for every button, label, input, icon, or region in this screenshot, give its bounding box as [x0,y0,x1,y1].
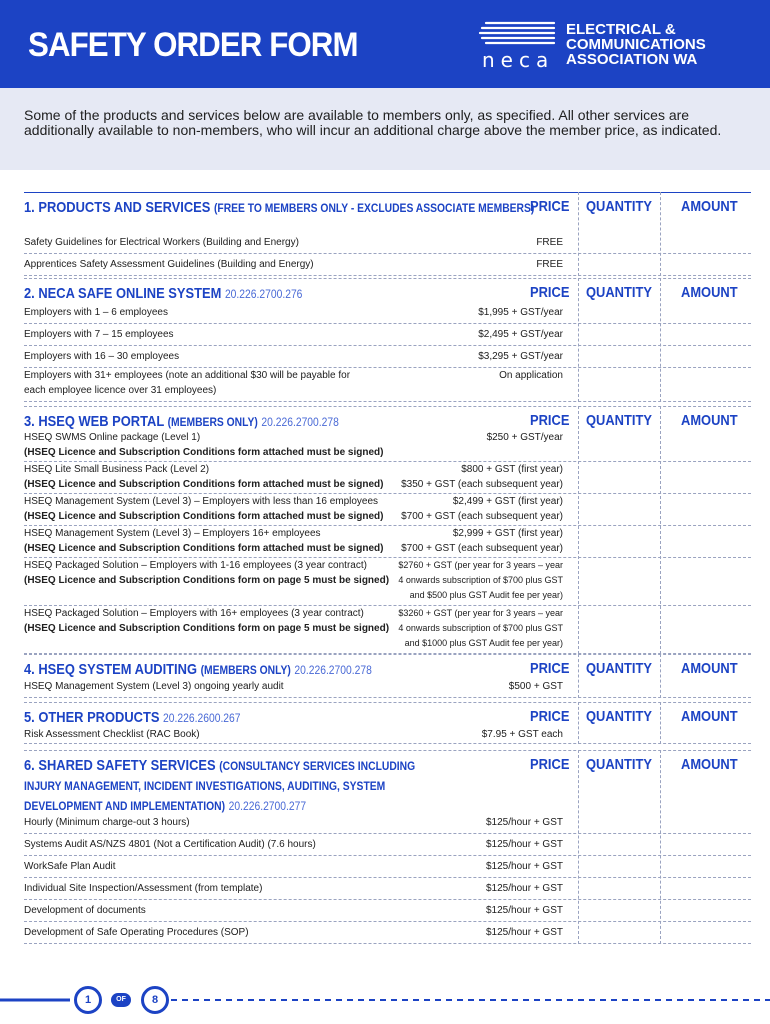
quantity-input-cell[interactable] [578,254,660,276]
section-title-main: 2. NECA SAFE ONLINE SYSTEM [24,285,222,302]
item-price-line: $7.95 + GST each [481,729,563,740]
item-description-line: HSEQ SWMS Online package (Level 1) [24,432,201,443]
quantity-header: QUANTITY [586,284,652,301]
quantity-input-cell[interactable] [578,368,660,402]
section-title-main: 3. HSEQ WEB PORTAL [24,413,165,430]
item-price [509,679,563,694]
amount-input-cell[interactable] [660,676,751,698]
page-header [0,0,770,88]
amount-input-cell[interactable] [660,324,751,346]
order-row [24,494,751,526]
quantity-input-cell[interactable] [578,430,660,462]
section-title-main: 4. HSEQ SYSTEM AUDITING [24,661,197,678]
item-price-line: $125/hour + GST [486,839,563,850]
amount-input-cell[interactable] [660,302,751,324]
quantity-header: QUANTITY [586,756,652,773]
section-title [24,412,339,432]
item-description-line: Risk Assessment Checklist (RAC Book) [24,729,200,740]
item-description [24,859,116,874]
item-price-line: FREE [536,237,563,248]
quantity-header: QUANTITY [586,660,652,677]
logo-wordmark: neca [482,48,555,72]
item-description [24,257,314,272]
section-title-sub: (MEMBERS ONLY) [167,415,258,429]
quantity-input-cell[interactable] [578,724,660,744]
item-price [536,235,563,250]
item-price [486,859,563,874]
section-title [24,198,534,218]
item-price [401,494,563,524]
item-price-line: 4 onwards subscription of $700 plus GST [398,575,563,585]
amount-input-cell[interactable] [660,922,751,944]
section-code: 20.226.2600.267 [163,711,241,725]
order-row [24,430,751,462]
order-row [24,254,751,276]
organisation-name: ELECTRICAL & COMMUNICATIONS ASSOCIATION WA [566,21,706,68]
price-header: PRICE [530,660,570,677]
amount-input-cell[interactable] [660,878,751,900]
item-price [398,558,563,603]
current-page-number: 1 [74,986,102,1014]
item-description [24,727,200,742]
order-row [24,724,751,744]
quantity-input-cell[interactable] [578,302,660,324]
price-header: PRICE [530,708,570,725]
order-row [24,856,751,878]
order-row [24,834,751,856]
section-title-sub: (MEMBERS ONLY) [200,663,291,677]
item-price-line: $350 + GST (each subsequent year) [401,479,563,490]
item-price-line: $125/hour + GST [486,927,563,938]
item-description [24,881,262,896]
quantity-input-cell[interactable] [578,900,660,922]
section-top-rule [24,654,751,655]
item-description [24,462,383,492]
item-description-line: each employee licence over 31 employees) [24,385,217,396]
amount-input-cell[interactable] [660,254,751,276]
quantity-input-cell[interactable] [578,346,660,368]
item-price-line: $2760 + GST (per year for 3 years – year [398,560,563,570]
amount-input-cell[interactable] [660,558,751,606]
order-row [24,346,751,368]
item-condition-note: (HSEQ Licence and Subscription Conditions form on page 5 must be signed) [24,623,390,634]
item-price-line: $125/hour + GST [486,905,563,916]
quantity-input-cell[interactable] [578,526,660,558]
quantity-input-cell[interactable] [578,856,660,878]
item-price-line: $3260 + GST (per year for 3 years – year [398,608,563,618]
item-price [398,606,563,651]
item-price-line: and $1000 plus GST Audit fee per year) [404,638,563,648]
section-title-main: 6. SHARED SAFETY SERVICES [24,757,216,774]
order-row [24,324,751,346]
price-header: PRICE [530,284,570,301]
amount-input-cell[interactable] [660,900,751,922]
order-row [24,232,751,254]
item-price-line: $125/hour + GST [486,817,563,828]
order-row [24,526,751,558]
item-description-line: HSEQ Management System (Level 3) – Employers 16+ employees [24,528,321,539]
item-description [24,368,350,398]
item-description-line: Apprentices Safety Assessment Guidelines (Building and Energy) [24,259,314,270]
order-row [24,368,751,402]
item-description [24,925,249,940]
item-price [486,903,563,918]
item-description [24,815,190,830]
quantity-input-cell[interactable] [578,494,660,526]
item-description-line: Hourly (Minimum charge-out 3 hours) [24,817,190,828]
order-row [24,676,751,698]
amount-input-cell[interactable] [660,346,751,368]
section-top-rule [24,406,751,407]
quantity-header: QUANTITY [586,198,652,215]
item-price [478,349,563,364]
section-title [24,756,415,816]
page-title: SAFETY ORDER FORM [28,26,358,64]
amount-header: AMOUNT [681,708,738,725]
item-description-line: Employers with 31+ employees (note an additional $30 will be payable for [24,370,351,381]
section-title-line2: INJURY MANAGEMENT, INCIDENT INVESTIGATIONS, AUDITING, SYSTEM [24,779,386,793]
price-header: PRICE [530,198,570,215]
quantity-input-cell[interactable] [578,812,660,834]
item-price-line: $500 + GST [508,681,563,692]
item-description-line: HSEQ Management System (Level 3) – Employers with less than 16 employees [24,496,379,507]
amount-input-cell[interactable] [660,812,751,834]
item-price [478,305,563,320]
item-price-line: 4 onwards subscription of $700 plus GST [398,623,563,633]
item-price-line: $2,499 + GST (first year) [452,496,563,507]
item-price-line: $125/hour + GST [486,883,563,894]
item-description [24,837,316,852]
item-description-line: WorkSafe Plan Audit [24,861,116,872]
item-description-line: Individual Site Inspection/Assessment (from template) [24,883,263,894]
item-description-line: HSEQ Lite Small Business Pack (Level 2) [24,464,210,475]
quantity-input-cell[interactable] [578,922,660,944]
item-description [24,235,299,250]
amount-header: AMOUNT [681,660,738,677]
section-title-main: 1. PRODUCTS AND SERVICES [24,199,211,216]
order-row [24,606,751,654]
quantity-input-cell[interactable] [578,462,660,494]
item-description [24,430,383,460]
item-description [24,526,383,556]
section-title-main: 5. OTHER PRODUCTS [24,709,160,726]
item-condition-note: (HSEQ Licence and Subscription Conditions form attached must be signed) [24,447,384,458]
item-price [401,462,563,492]
item-description [24,606,389,636]
amount-input-cell[interactable] [660,606,751,654]
item-price [486,837,563,852]
order-row [24,462,751,494]
quantity-input-cell[interactable] [578,676,660,698]
item-price [486,815,563,830]
item-price-line: $3,295 + GST/year [478,351,563,362]
item-description-line: Safety Guidelines for Electrical Workers (Building and Energy) [24,237,299,248]
order-row [24,302,751,324]
amount-input-cell[interactable] [660,856,751,878]
page-of-label: OF [111,993,131,1007]
item-description-line: HSEQ Management System (Level 3) ongoing yearly audit [24,681,284,692]
section-top-rule [24,702,751,703]
amount-input-cell[interactable] [660,232,751,254]
section-code: 20.226.2700.278 [261,415,339,429]
quantity-input-cell[interactable] [578,232,660,254]
intro-text: Some of the products and services below are available to members only, as specified. All other services are additionally available to non-members, who will incur an additional charge above the member price, as indicated. [0,88,770,170]
amount-input-cell[interactable] [660,462,751,494]
item-description [24,494,383,524]
neca-logo [478,18,558,70]
quantity-input-cell[interactable] [578,878,660,900]
section-title-sub: (FREE TO MEMBERS ONLY - EXCLUDES ASSOCIATE MEMBERS) [213,201,535,215]
quantity-input-cell[interactable] [578,606,660,654]
order-row [24,812,751,834]
item-description-line: Development of documents [24,905,146,916]
item-price-line: $2,999 + GST (first year) [452,528,563,539]
item-price [536,257,563,272]
section-title [24,284,302,304]
section-code: 20.226.2700.277 [228,799,307,813]
item-price [486,925,563,940]
item-price-line: $250 + GST/year [486,432,563,443]
item-condition-note: (HSEQ Licence and Subscription Conditions form on page 5 must be signed) [24,575,390,586]
amount-header: AMOUNT [681,412,738,429]
item-price-line: On application [499,370,563,381]
section-top-rule [24,192,751,193]
quantity-input-cell[interactable] [578,324,660,346]
item-price-line: $2,495 + GST/year [478,329,563,340]
item-description-line: Employers with 1 – 6 employees [24,307,168,318]
quantity-input-cell[interactable] [578,558,660,606]
section-top-rule [24,750,751,751]
section-title-sub: (CONSULTANCY SERVICES INCLUDING [219,759,416,773]
item-price-line: $700 + GST (each subsequent year) [401,511,563,522]
item-price-line: $1,995 + GST/year [478,307,563,318]
item-price [401,526,563,556]
item-description [24,558,389,588]
item-description-line: HSEQ Packaged Solution – Employers with 16+ employees (3 year contract) [24,608,364,619]
amount-input-cell[interactable] [660,526,751,558]
total-pages-number: 8 [141,986,169,1014]
item-price [487,430,563,445]
amount-input-cell[interactable] [660,724,751,744]
item-description [24,679,284,694]
item-condition-note: (HSEQ Licence and Subscription Conditions form attached must be signed) [24,543,384,554]
item-description-line: Development of Safe Operating Procedures (SOP) [24,927,249,938]
item-description-line: HSEQ Packaged Solution – Employers with 1-16 employees (3 year contract) [24,560,367,571]
item-description-line: Employers with 16 – 30 employees [24,351,180,362]
item-price-line: $700 + GST (each subsequent year) [401,543,563,554]
item-description-line: Systems Audit AS/NZS 4801 (Not a Certification Audit) (7.6 hours) [24,839,316,850]
item-price [486,881,563,896]
order-row [24,900,751,922]
amount-input-cell[interactable] [660,834,751,856]
item-price-line: $800 + GST (first year) [461,464,563,475]
item-description [24,327,174,342]
amount-input-cell[interactable] [660,494,751,526]
item-description-line: Employers with 7 – 15 employees [24,329,174,340]
item-price [482,727,563,742]
section-code: 20.226.2700.276 [224,287,303,301]
section-title-line3: DEVELOPMENT AND IMPLEMENTATION) [24,799,226,813]
amount-header: AMOUNT [681,198,738,215]
quantity-header: QUANTITY [586,412,652,429]
item-description [24,903,146,918]
amount-input-cell[interactable] [660,430,751,462]
price-header: PRICE [530,756,570,773]
order-row [24,558,751,606]
item-price-line: and $500 plus GST Audit fee per year) [409,590,563,600]
item-description [24,305,168,320]
order-row [24,922,751,944]
item-price [478,327,563,342]
section-code: 20.226.2700.278 [294,663,372,677]
amount-input-cell[interactable] [660,368,751,402]
logo-lines-icon [478,20,558,46]
amount-header: AMOUNT [681,756,738,773]
item-price-line: FREE [536,259,563,270]
section-top-rule [24,278,751,279]
quantity-input-cell[interactable] [578,834,660,856]
price-header: PRICE [530,412,570,429]
item-condition-note: (HSEQ Licence and Subscription Conditions form attached must be signed) [24,479,384,490]
item-price-line: $125/hour + GST [486,861,563,872]
item-description [24,349,179,364]
item-condition-note: (HSEQ Licence and Subscription Conditions form attached must be signed) [24,511,384,522]
order-row [24,878,751,900]
quantity-header: QUANTITY [586,708,652,725]
amount-header: AMOUNT [681,284,738,301]
item-price [499,368,563,383]
